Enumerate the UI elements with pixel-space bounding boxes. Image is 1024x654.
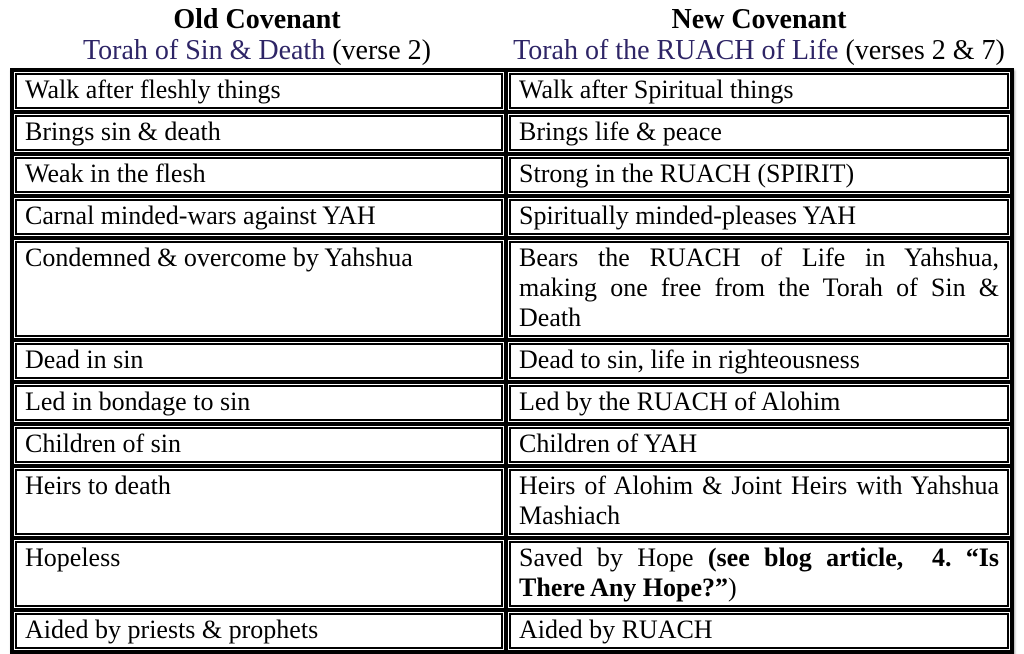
saved-by-hope-suffix: ) bbox=[728, 573, 737, 602]
cell-new-spiritual bbox=[508, 198, 1010, 236]
cell-text: Heirs of Alohim & Joint Heirs with Yahshua Mashiach bbox=[509, 469, 1009, 535]
cell-new-aided bbox=[508, 612, 1010, 650]
cell-new-children bbox=[508, 426, 1010, 464]
cell-new-walk bbox=[508, 72, 1010, 110]
old-covenant-title: Old Covenant bbox=[173, 4, 341, 35]
cell-old-condemned bbox=[14, 240, 504, 338]
cell-text: Aided by RUACH bbox=[509, 613, 1009, 649]
cell-text: Brings sin & death bbox=[15, 115, 503, 151]
cell-new-brings bbox=[508, 114, 1010, 152]
old-covenant-subtitle bbox=[10, 36, 504, 66]
cell-text: Condemned & overcome by Yahshua bbox=[15, 241, 503, 337]
cell-text: Children of YAH bbox=[509, 427, 1009, 463]
cell-text: Aided by priests & prophets bbox=[15, 613, 503, 649]
cell-old-dead bbox=[14, 342, 504, 380]
cell-text: Children of sin bbox=[15, 427, 503, 463]
cell-new-saved-by-hope bbox=[508, 540, 1010, 608]
new-covenant-header bbox=[504, 4, 1014, 66]
cell-old-heirs bbox=[14, 468, 504, 536]
cell-text: Weak in the flesh bbox=[15, 157, 503, 193]
old-covenant-subtitle-note: (verse 2) bbox=[325, 35, 431, 66]
new-covenant-subtitle-note: (verses 2 & 7) bbox=[838, 35, 1005, 66]
cell-old-hopeless bbox=[14, 540, 504, 608]
old-covenant-subtitle-main: Torah of Sin & Death bbox=[83, 35, 326, 66]
cell-text: Dead to sin, life in righteousness bbox=[509, 343, 1009, 379]
old-covenant-header bbox=[10, 4, 504, 66]
cell-text: Strong in the RUACH (SPIRIT) bbox=[509, 157, 1009, 193]
cell-text: Dead in sin bbox=[15, 343, 503, 379]
cell-new-strong bbox=[508, 156, 1010, 194]
cell-old-brings bbox=[14, 114, 504, 152]
cell-text: Led by the RUACH of Alohim bbox=[509, 385, 1009, 421]
blog-article-reference: (see blog article, 4. “Is There Any Hope?” bbox=[519, 543, 999, 602]
cell-old-bondage bbox=[14, 384, 504, 422]
cell-text bbox=[509, 541, 1009, 607]
cell-old-aided bbox=[14, 612, 504, 650]
cell-text: Walk after Spiritual things bbox=[509, 73, 1009, 109]
cell-old-children bbox=[14, 426, 504, 464]
cell-text: Hopeless bbox=[15, 541, 503, 607]
cell-text: Brings life & peace bbox=[509, 115, 1009, 151]
new-covenant-title: New Covenant bbox=[671, 4, 847, 35]
cell-new-heirs bbox=[508, 468, 1010, 536]
new-covenant-subtitle bbox=[504, 36, 1014, 66]
saved-by-hope-prefix: Saved by Hope bbox=[519, 543, 708, 572]
cell-new-dead-to-sin bbox=[508, 342, 1010, 380]
cell-text: Walk after fleshly things bbox=[15, 73, 503, 109]
cell-new-bears-ruach bbox=[508, 240, 1010, 338]
cell-old-walk bbox=[14, 72, 504, 110]
cell-text: Heirs to death bbox=[15, 469, 503, 535]
cell-old-weak bbox=[14, 156, 504, 194]
cell-text: Spiritually minded-pleases YAH bbox=[509, 199, 1009, 235]
comparison-table bbox=[10, 68, 1014, 654]
cell-new-led-by-ruach bbox=[508, 384, 1010, 422]
cell-text: Bears the RUACH of Life in Yahshua, making one free from the Torah of Sin & Death bbox=[509, 241, 1009, 337]
new-covenant-subtitle-main: Torah of the RUACH of Life bbox=[513, 35, 839, 66]
cell-text: Carnal minded-wars against YAH bbox=[15, 199, 503, 235]
table-header bbox=[0, 0, 1024, 66]
cell-text: Led in bondage to sin bbox=[15, 385, 503, 421]
cell-old-carnal bbox=[14, 198, 504, 236]
